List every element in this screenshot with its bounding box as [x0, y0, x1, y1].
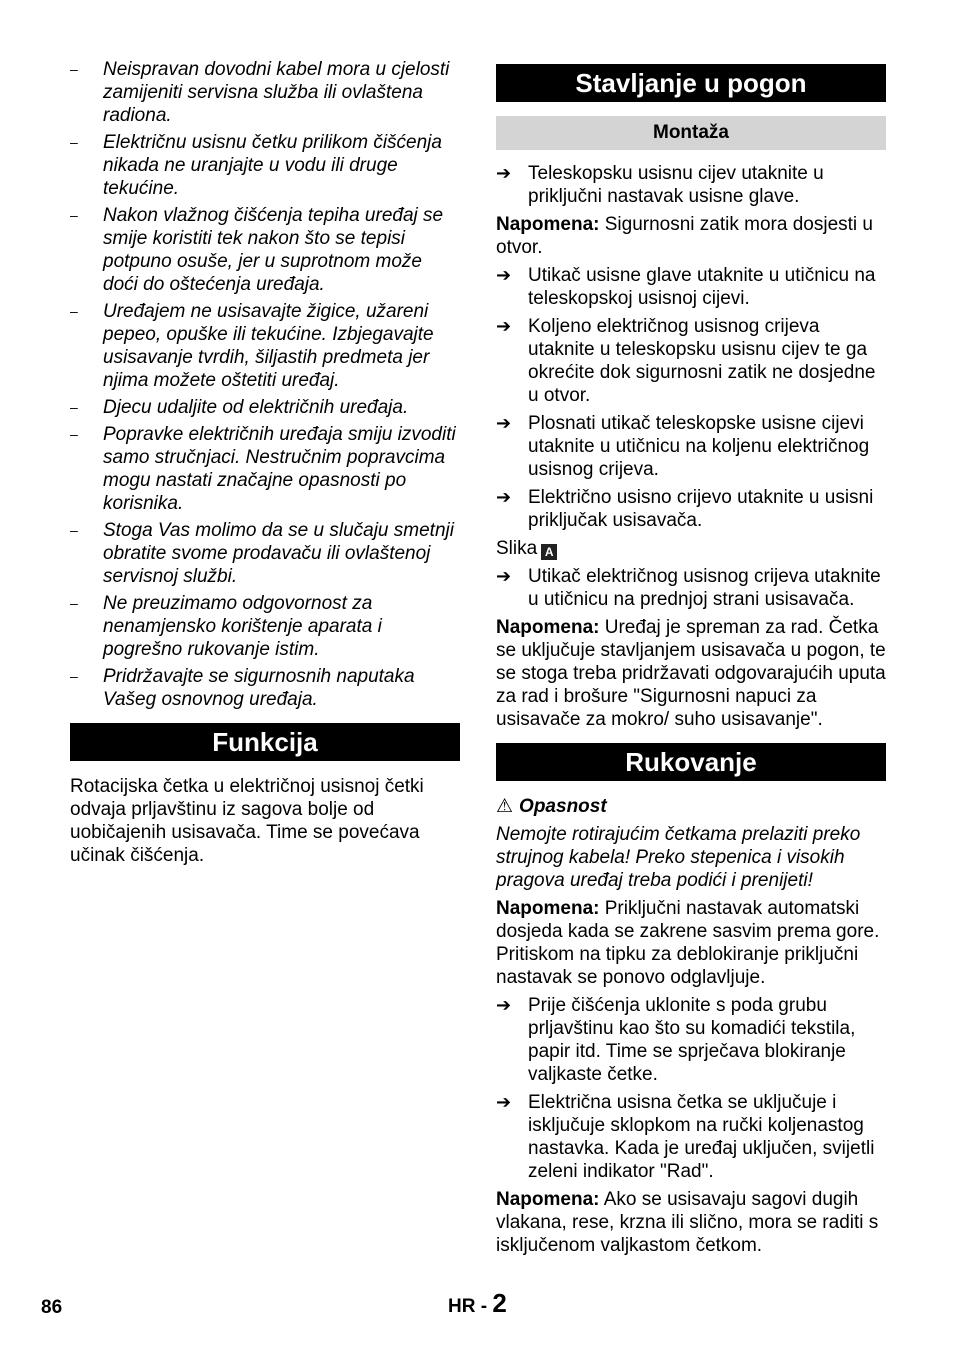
bullet-item: – Pridržavajte se sigurnosnih naputaka Vašeg osnovnog uređaja.	[70, 666, 415, 710]
bullet-item: – Električnu usisnu četku prilikom čišćenja nikada ne uranjajte u vodu ili druge tekućine.	[70, 132, 442, 199]
bullet-item: – Djecu udaljite od električnih uređaja.	[70, 397, 409, 418]
arrow-right-icon: ➔	[496, 163, 512, 183]
step-item: ➔ Teleskopsku usisnu cijev utaknite u priključni nastavak usisne glave.	[496, 163, 824, 207]
step-list	[496, 264, 886, 532]
left-column	[70, 58, 460, 872]
step-item: ➔ Koljeno električnog usisnog crijeva utaknite u teleskopsku usisnu cijev te ga okrećite dok sigurnosni zatik ne dosjedne u otvor.	[496, 316, 876, 406]
page-number: 86	[41, 1297, 63, 1318]
note-paragraph: Napomena: Uređaj je spreman za rad. Četka se uključuje stavljanjem usisavača u pogon, te se stoga treba pridržavati odgovarajućih uputa za rad i brošure "Sigurnosni napuci za usisavače za mokro/ suho usisavanje".	[496, 617, 886, 730]
bullet-item: – Nakon vlažnog čišćenja tepiha uređaj se smije koristiti tek nakon što se tepisi potpuno osuše, jer u suprotnom može doći do oštećenja uređaja.	[70, 205, 444, 295]
step-list	[496, 162, 886, 208]
figure-a-icon: A	[541, 544, 557, 560]
danger-text: Nemojte rotirajućim četkama prelaziti preko strujnog kabela! Preko stepenica i visokih pragova uređaj treba podići i prenijeti!	[496, 824, 861, 891]
arrow-right-icon: ➔	[496, 1092, 512, 1112]
bullet-item: – Popravke električnih uređaja smiju izvoditi samo stručnjaci. Nestručnim popravcima mogu nastati značajne opasnosti po korisnika.	[70, 424, 456, 514]
arrow-right-icon: ➔	[496, 265, 512, 285]
bullet-item: – Ne preuzimamo odgovornost za nenamjensko korištenje aparata i pogrešno rukovanje istim.	[70, 593, 382, 660]
arrow-right-icon: ➔	[496, 487, 512, 507]
right-column	[496, 64, 886, 1262]
note-paragraph: Napomena: Ako se usisavaju sagovi dugih vlakana, rese, krzna ili slično, mora se raditi s isključenom valjkastom četkom.	[496, 1189, 879, 1256]
bullet-item: – Stoga Vas molimo da se u slučaju smetnji obratite svome prodavaču ili ovlaštenoj servisnoj službi.	[70, 520, 454, 587]
arrow-right-icon: ➔	[496, 995, 512, 1015]
arrow-right-icon: ➔	[496, 316, 512, 336]
step-item: ➔ Plosnati utikač teleskopske usisne cijevi utaknite u utičnicu na koljenu električnog usisnog crijeva.	[496, 413, 870, 480]
step-list	[496, 565, 886, 611]
section-code: HR - 2	[448, 1288, 507, 1318]
note-paragraph: Napomena: Priključni nastavak automatski dosjeda kada se zakrene sasvim prema gore. Pritiskom na tipku za deblokiranje priključni nastavak se ponovo odglavljuje.	[496, 898, 880, 988]
arrow-right-icon: ➔	[496, 566, 512, 586]
step-item: ➔ Utikač električnog usisnog crijeva utaknite u utičnicu na prednjoj strani usisavača.	[496, 566, 881, 610]
safety-bullet-list	[70, 58, 460, 711]
montaza-subheading: Montaža	[496, 116, 886, 150]
figure-reference: Slika A	[496, 537, 886, 560]
note-paragraph: Napomena: Sigurnosni zatik mora dosjesti u otvor.	[496, 214, 873, 258]
danger-label: ⚠ Opasnost	[496, 796, 607, 817]
bullet-item: – Neispravan dovodni kabel mora u cjelosti zamijeniti servisna služba ili ovlaštena radiona.	[70, 59, 450, 126]
step-item: ➔ Električna usisna četka se uključuje i isključuje sklopkom na ručki koljenastog nastavka. Kada je uređaj uključen, svijetli zeleni indikator "Rad".	[496, 1092, 875, 1182]
bullet-item: – Uređajem ne usisavajte žigice, užareni pepeo, opuške ili tekućine. Izbjegavajte usisavanje tvrdih, šiljastih predmeta jer njima možete oštetiti uređaj.	[70, 301, 434, 391]
arrow-right-icon: ➔	[496, 413, 512, 433]
step-item: ➔ Električno usisno crijevo utaknite u usisni priključak usisavača.	[496, 487, 874, 531]
step-list	[496, 994, 886, 1183]
step-item: ➔ Prije čišćenja uklonite s poda grubu prljavštinu kao što su komadići tekstila, papir itd. Time se sprječava blokiranje valjkaste četke.	[496, 995, 856, 1085]
funkcija-heading: Funkcija	[70, 723, 460, 761]
warning-triangle-icon: ⚠	[496, 796, 514, 817]
rukovanje-heading: Rukovanje	[496, 743, 886, 781]
stavljanje-heading: Stavljanje u pogon	[496, 64, 886, 102]
step-item: ➔ Utikač usisne glave utaknite u utičnicu na teleskopskoj usisnoj cijevi.	[496, 265, 876, 309]
funkcija-text: Rotacijska četka u električnoj usisnoj četki odvaja prljavštinu iz sagova bolje od uobičajenih usisavača. Time se povećava učinak čišćenja.	[70, 776, 424, 866]
